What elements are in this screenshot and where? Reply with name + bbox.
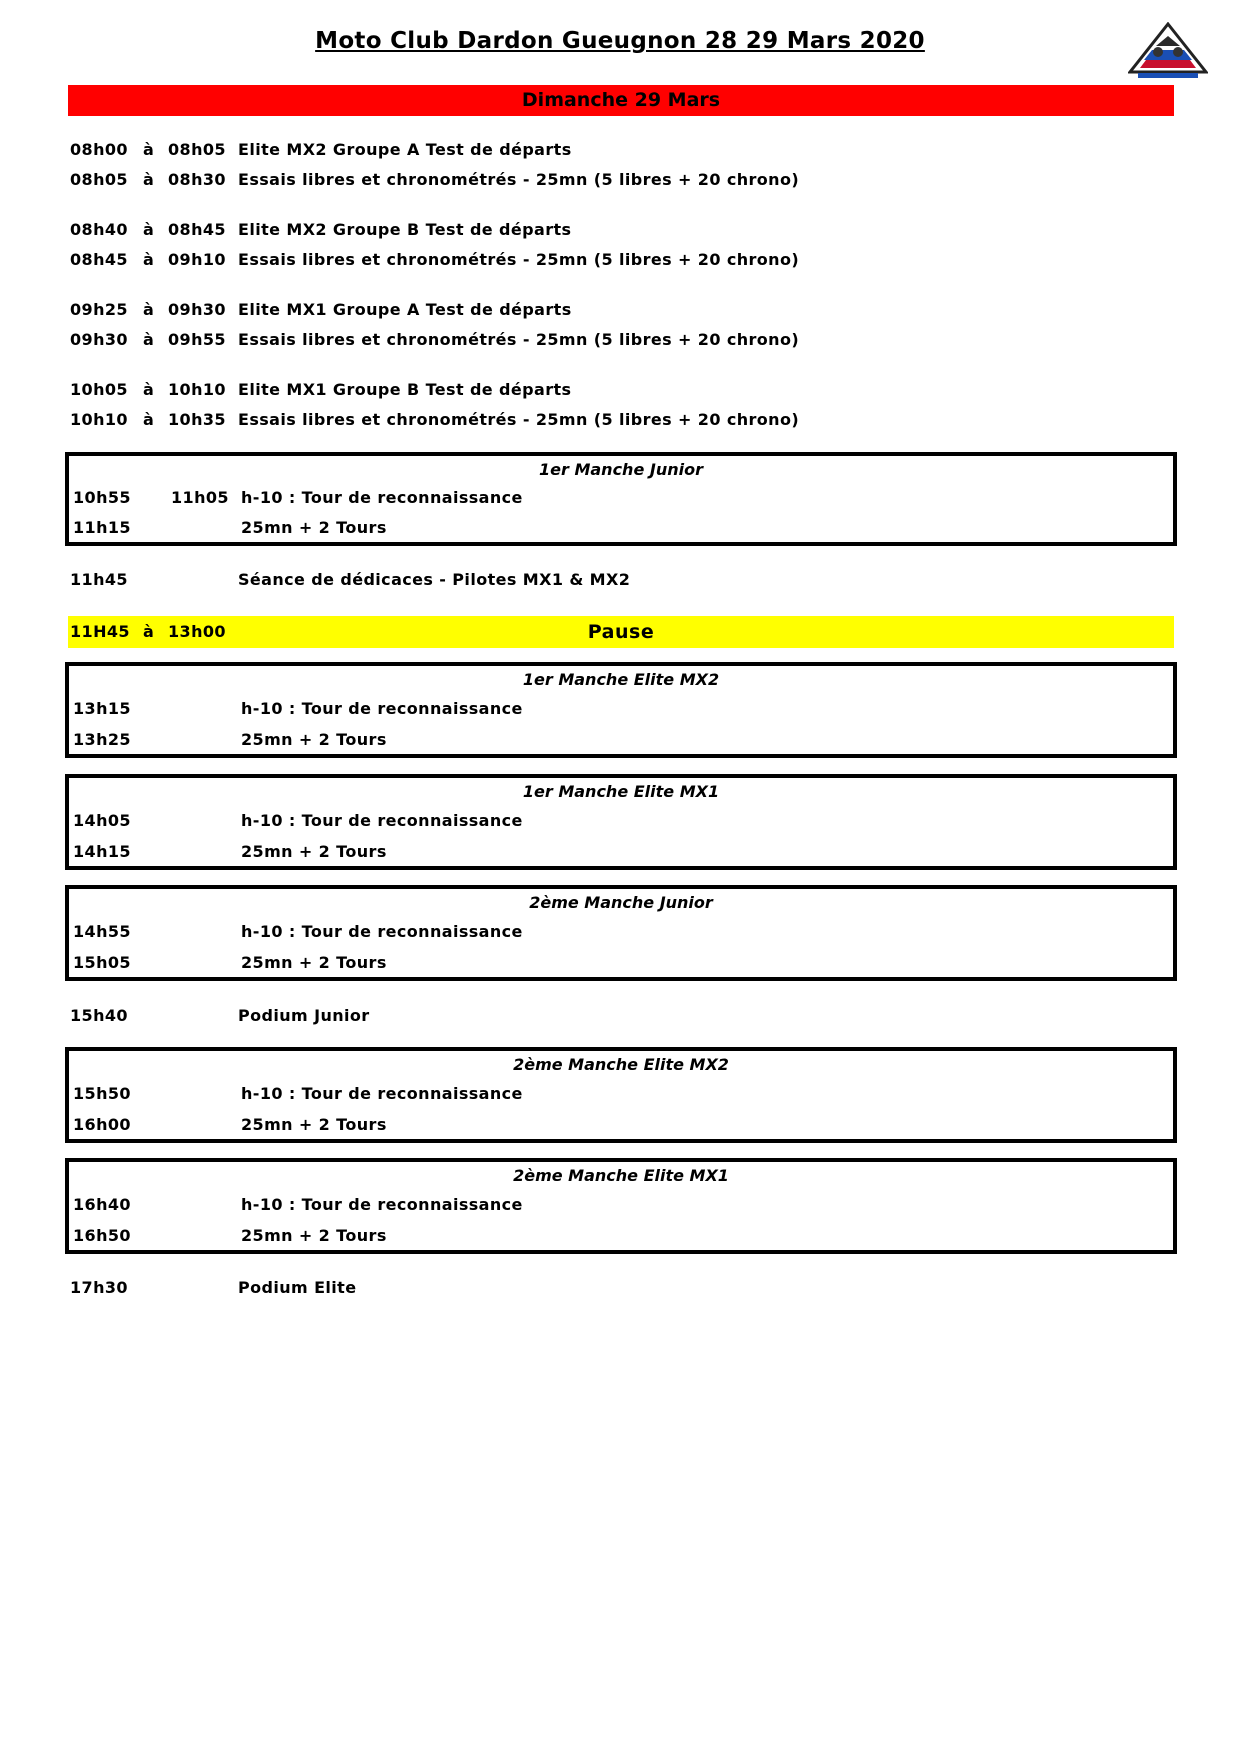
start-time: 16h00 — [73, 1115, 131, 1134]
start-time: 09h30 — [70, 330, 128, 349]
start-time: 08h05 — [70, 170, 128, 189]
pause-times — [70, 620, 1170, 644]
event-description: h-10 : Tour de reconnaissance — [241, 488, 523, 507]
event-description: h-10 : Tour de reconnaissance — [241, 811, 523, 830]
end-time: 08h45 — [168, 220, 226, 239]
schedule-row — [73, 951, 1173, 975]
race-title: 2ème Manche Elite MX1 — [513, 1166, 729, 1185]
event-description: 25mn + 2 Tours — [241, 518, 387, 537]
club-logo-icon — [1128, 22, 1208, 80]
event-description: Podium Junior — [238, 1006, 370, 1025]
schedule-row — [73, 920, 1173, 944]
event-description: Podium Elite — [238, 1278, 357, 1297]
end-time: 10h10 — [168, 380, 226, 399]
schedule-row — [70, 1276, 1170, 1300]
start-time: 16h50 — [73, 1226, 131, 1245]
start-time: 13h25 — [73, 730, 131, 749]
start-time: 13h15 — [73, 699, 131, 718]
schedule-row — [73, 1113, 1173, 1137]
race-title: 2ème Manche Junior — [529, 893, 713, 912]
separator: à — [143, 330, 155, 349]
start-time: 11h15 — [73, 518, 131, 537]
separator: à — [143, 250, 155, 269]
event-description: Elite MX1 Groupe A Test de départs — [238, 300, 572, 319]
event-description: Essais libres et chronométrés - 25mn (5 libres + 20 chrono) — [238, 410, 800, 429]
separator: à — [143, 410, 155, 429]
end-time: 10h35 — [168, 410, 226, 429]
schedule-row — [70, 328, 1170, 352]
start-time: 11h45 — [70, 570, 128, 589]
end-time: 09h55 — [168, 330, 226, 349]
schedule-row — [70, 568, 1170, 592]
start-time: 08h40 — [70, 220, 128, 239]
start-time: 14h15 — [73, 842, 131, 861]
schedule-row — [70, 408, 1170, 432]
start-time: 14h05 — [73, 811, 131, 830]
schedule-row — [73, 840, 1173, 864]
end-time: 13h00 — [168, 622, 226, 641]
separator: à — [143, 220, 155, 239]
separator: à — [143, 622, 155, 641]
start-time: 08h00 — [70, 140, 128, 159]
event-description: 25mn + 2 Tours — [241, 1115, 387, 1134]
start-time: 09h25 — [70, 300, 128, 319]
event-description: h-10 : Tour de reconnaissance — [241, 1084, 523, 1103]
event-description: Essais libres et chronométrés - 25mn (5 libres + 20 chrono) — [238, 250, 800, 269]
pause-bar — [68, 616, 1174, 648]
schedule-row — [70, 138, 1170, 162]
day-header: Dimanche 29 Mars — [68, 85, 1174, 116]
schedule-row — [73, 809, 1173, 833]
race-box-mx1-2 — [65, 1158, 1177, 1254]
race-box-junior-2 — [65, 885, 1177, 981]
start-time: 15h40 — [70, 1006, 128, 1025]
start-time: 16h40 — [73, 1195, 131, 1214]
event-description: Elite MX2 Groupe B Test de départs — [238, 220, 572, 239]
schedule-row — [73, 728, 1173, 752]
schedule-row — [73, 1224, 1173, 1248]
race-title: 2ème Manche Elite MX2 — [513, 1055, 729, 1074]
schedule-row — [73, 1082, 1173, 1106]
event-description: h-10 : Tour de reconnaissance — [241, 922, 523, 941]
pause-label: Pause — [587, 621, 655, 643]
event-description: h-10 : Tour de reconnaissance — [241, 1195, 523, 1214]
event-description: 25mn + 2 Tours — [241, 842, 387, 861]
end-time: 08h05 — [168, 140, 226, 159]
page-title: Moto Club Dardon Gueugnon 28 29 Mars 2020 — [315, 28, 925, 54]
end-time: 09h10 — [168, 250, 226, 269]
schedule-row — [70, 218, 1170, 242]
separator: à — [143, 170, 155, 189]
schedule-row — [70, 1004, 1170, 1028]
race-box-mx2-2 — [65, 1047, 1177, 1143]
race-box-mx1-1 — [65, 774, 1177, 870]
schedule-row — [70, 168, 1170, 192]
schedule-row — [73, 516, 1173, 540]
schedule-row — [70, 378, 1170, 402]
event-description: Elite MX2 Groupe A Test de départs — [238, 140, 572, 159]
race-title: 1er Manche Junior — [539, 460, 703, 479]
separator: à — [143, 140, 155, 159]
schedule-row — [70, 298, 1170, 322]
start-time: 11H45 — [70, 622, 130, 641]
start-time: 10h55 — [73, 488, 131, 507]
start-time: 10h10 — [70, 410, 128, 429]
event-description: 25mn + 2 Tours — [241, 1226, 387, 1245]
start-time: 08h45 — [70, 250, 128, 269]
race-title: 1er Manche Elite MX2 — [522, 670, 720, 689]
schedule-row — [70, 248, 1170, 272]
separator: à — [143, 380, 155, 399]
separator: à — [143, 300, 155, 319]
event-description: Séance de dédicaces - Pilotes MX1 & MX2 — [238, 570, 631, 589]
start-time: 17h30 — [70, 1278, 128, 1297]
event-description: Essais libres et chronométrés - 25mn (5 libres + 20 chrono) — [238, 330, 800, 349]
end-time: 08h30 — [168, 170, 226, 189]
end-time: 09h30 — [168, 300, 226, 319]
event-description: Essais libres et chronométrés - 25mn (5 libres + 20 chrono) — [238, 170, 800, 189]
schedule-row — [73, 697, 1173, 721]
event-description: h-10 : Tour de reconnaissance — [241, 699, 523, 718]
end-time: 11h05 — [171, 488, 229, 507]
race-box-mx2-1 — [65, 662, 1177, 758]
event-description: 25mn + 2 Tours — [241, 953, 387, 972]
schedule-row — [73, 1193, 1173, 1217]
start-time: 15h05 — [73, 953, 131, 972]
start-time: 14h55 — [73, 922, 131, 941]
race-box-junior-1 — [65, 452, 1177, 546]
event-description: Elite MX1 Groupe B Test de départs — [238, 380, 572, 399]
event-description: 25mn + 2 Tours — [241, 730, 387, 749]
start-time: 15h50 — [73, 1084, 131, 1103]
start-time: 10h05 — [70, 380, 128, 399]
race-title: 1er Manche Elite MX1 — [522, 782, 720, 801]
schedule-row — [73, 486, 1173, 510]
